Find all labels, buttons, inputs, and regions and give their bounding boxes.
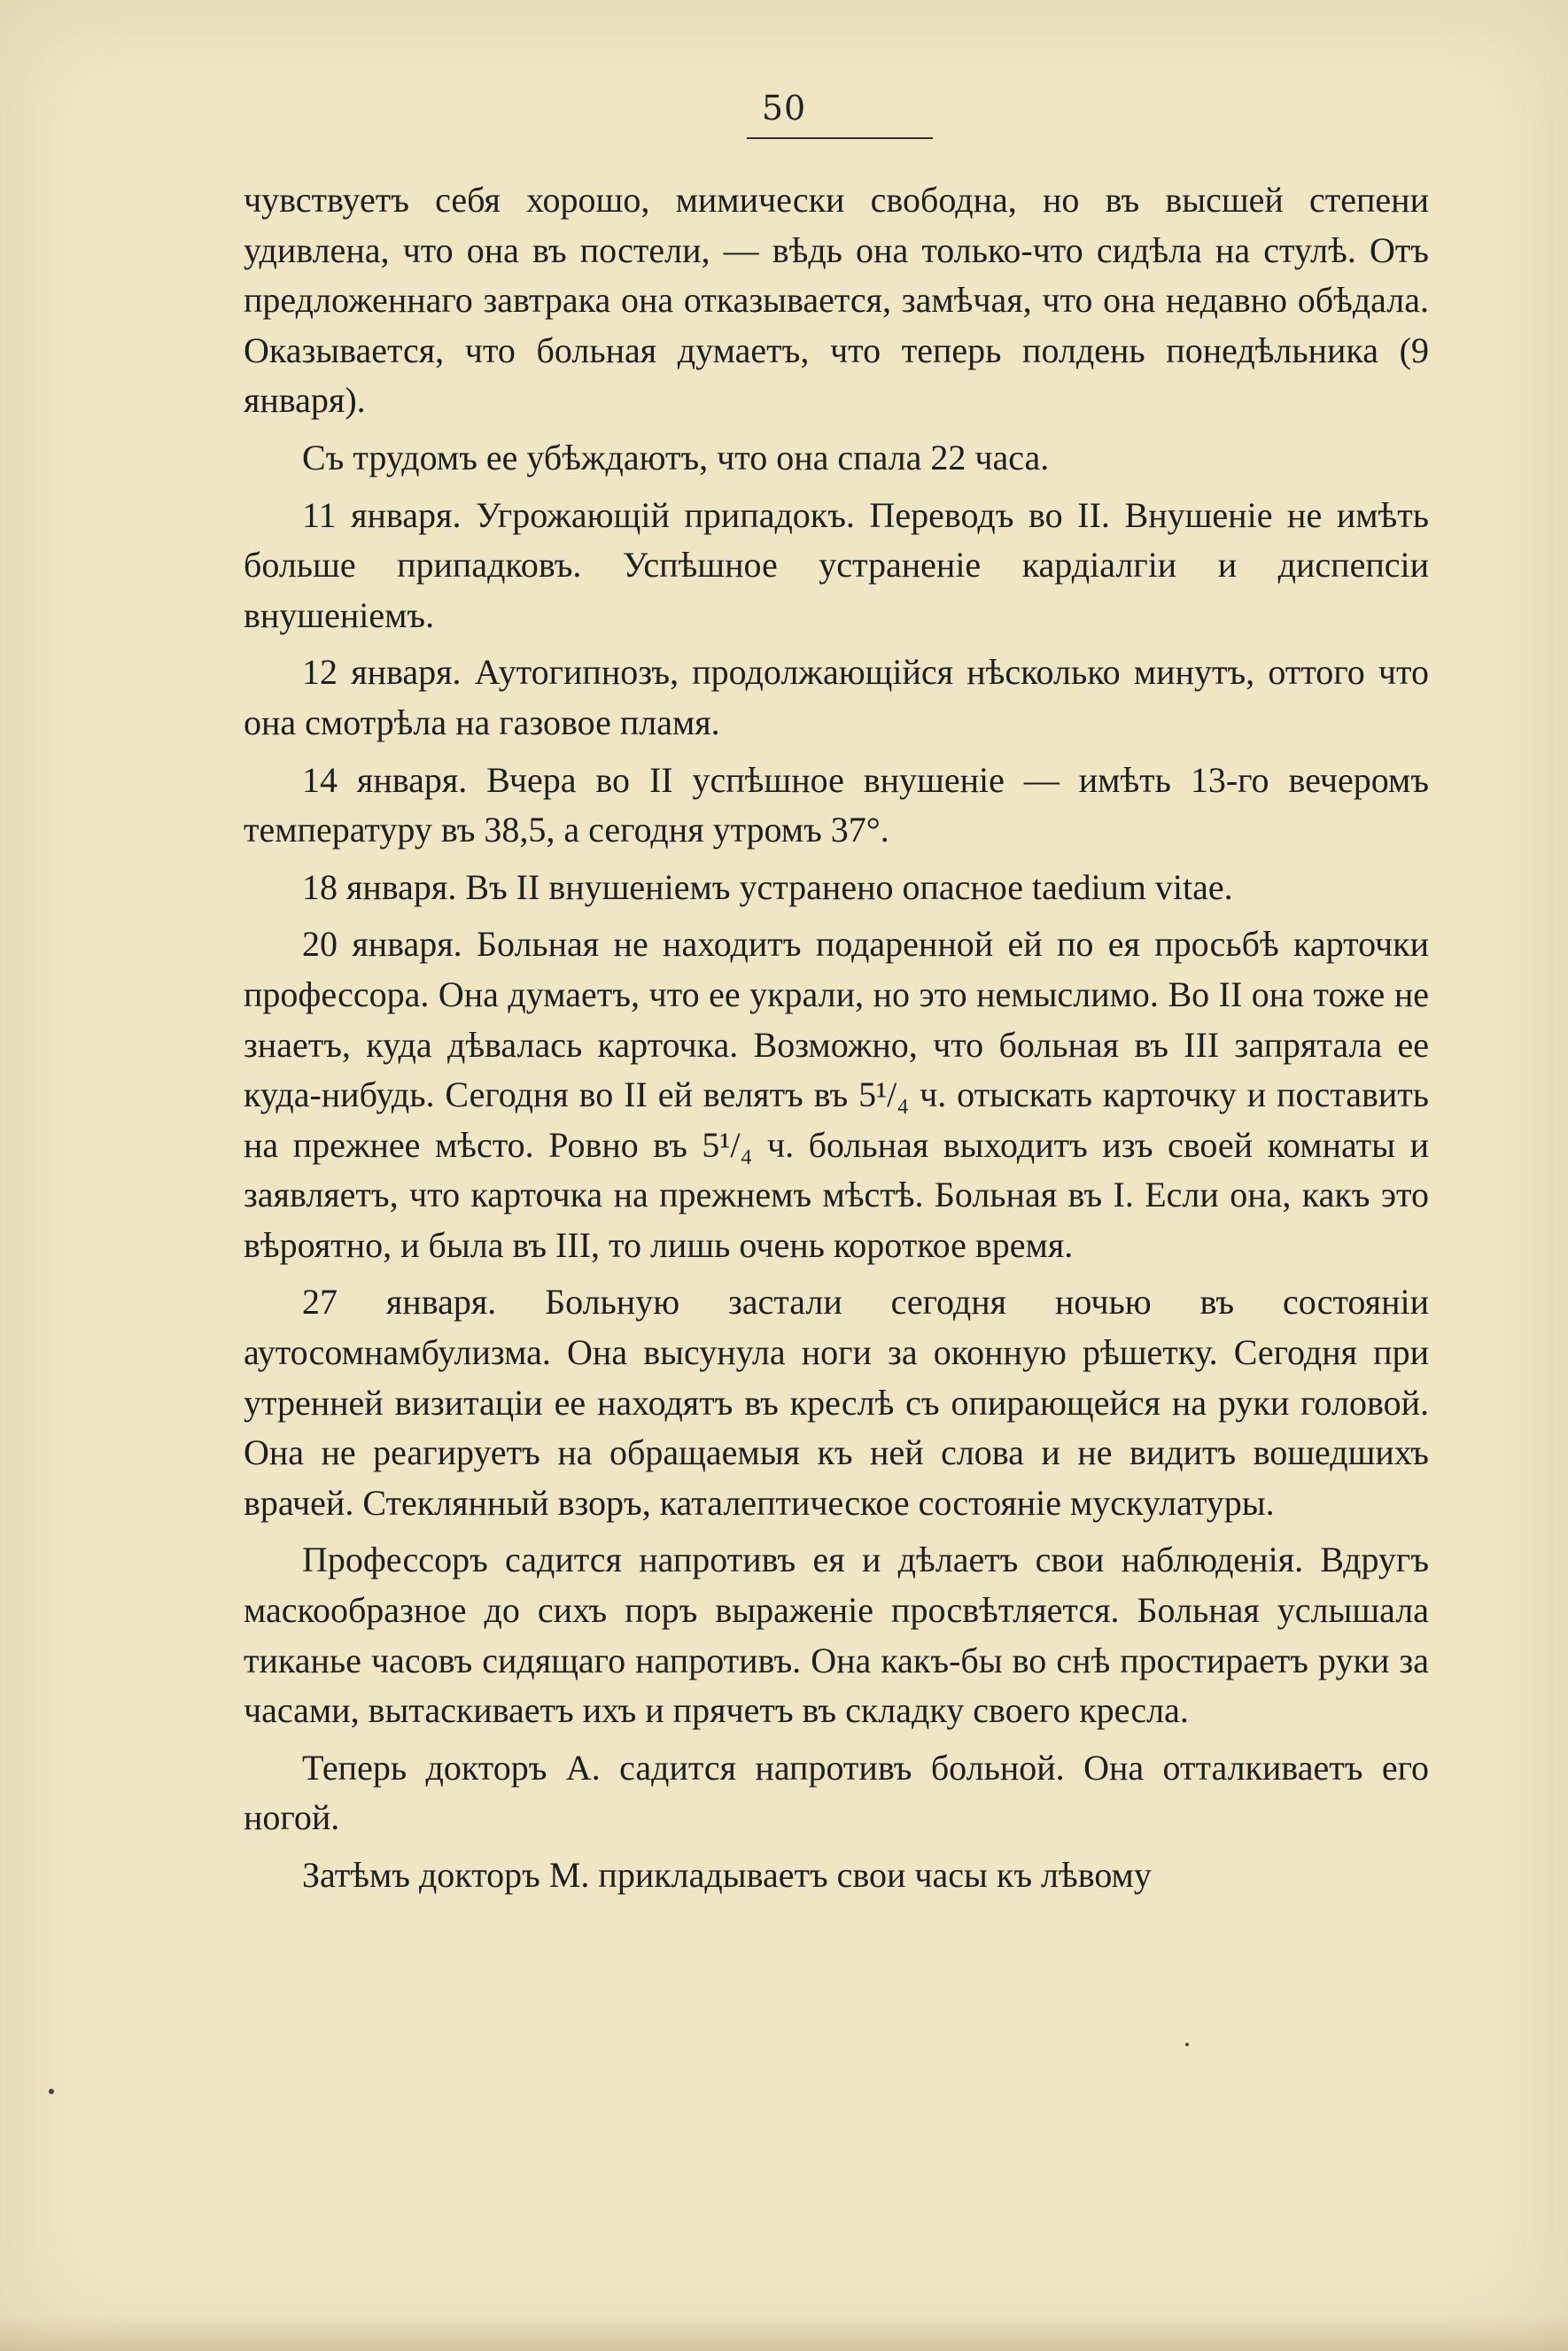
diary-entry-jan-20: 20 января. Больная не находитъ подаренной ей по ея просьбѣ карточки профессора. Она думаетъ, что ее украли, но это немыслимо. Во II она тоже не знаетъ, куда дѣвалась карточка. Возможно, что больная въ III запрятала ее куда-нибудь. Сегодня во II ей велятъ въ 5¹/₄ ч. отыскать карточку и поставить на прежнее мѣсто. Ровно въ 5¹/₄ ч. больная выходитъ изъ своей комнаты и заявляетъ, что карточка на прежнемъ мѣстѣ. Больная въ I. Если она, какъ это вѣроятно, и была въ III, то лишь очень короткое время. [244, 924, 1430, 1265]
page-edge-shadow [0, 2316, 1568, 2351]
page-number-rule [747, 137, 933, 139]
paragraph: Съ трудомъ ее убѣждаютъ, что она спала 22 часа. [302, 437, 1050, 477]
diary-entry-jan-12: 12 января. Аутогипнозъ, продолжающійся нѣсколько минутъ, оттого что она смотрѣла на газовое пламя. [244, 652, 1429, 742]
body-text [244, 175, 1429, 1901]
stray-ink-dot [1185, 2043, 1189, 2046]
diary-entry-jan-18: 18 января. Въ II внушеніемъ устранено опасное taedium vitae. [302, 866, 1233, 907]
paragraph: Профессоръ садится напротивъ ея и дѣлаетъ свои наблюденія. Вдругъ маскообразное до сихъ поръ выраженіе просвѣтляется. Больная услышала тиканье часовъ сидящаго напротивъ. Она какъ-бы во снѣ простираетъ руки за часами, вытаскиваетъ ихъ и прячетъ въ складку своего кресла. [244, 1540, 1429, 1731]
diary-entry-jan-14: 14 января. Вчера во II успѣшное внушеніе — имѣть 13-го вечеромъ температуру въ 38,5, а сегодня утромъ 37°. [244, 759, 1429, 850]
paragraph: Теперь докторъ А. садится напротивъ больной. Она отталкиваетъ его ногой. [244, 1747, 1429, 1838]
diary-entry-jan-11: 11 января. Угрожающій припадокъ. Переводъ во II. Внушеніе не имѣть больше припадковъ. Успѣшное устраненіе кардіалгіи и диспепсіи внушеніемъ. [244, 494, 1429, 635]
diary-entry-jan-27: 27 января. Больную застали сегодня ночью въ состояніи аутосомнамбулизма. Она высунула ноги за оконную рѣшетку. Сегодня при утренней визитаціи ее находятъ въ креслѣ съ опирающейся на руки головой. Она не реагируетъ на обращаемыя къ ней слова и не видитъ вошедшихъ врачей. Стеклянный взоръ, каталептическое состояніе мускулатуры. [244, 1282, 1429, 1523]
page-number: 50 [761, 89, 807, 128]
paragraph: Затѣмъ докторъ М. прикладываетъ свои часы къ лѣвому [302, 1855, 1152, 1895]
stray-ink-dot [49, 2089, 54, 2094]
paragraph-continuation: чувствуетъ себя хорошо, мимически свободна, но въ высшей степени удивлена, что она въ постели, — вѣдь она только-что сидѣла на стулѣ. Отъ предложеннаго завтрака она отказывается, замѣчая, что она недавно обѣдала. Оказывается, что больная думаетъ, что теперь полдень понедѣльника (9 января). [244, 180, 1429, 421]
